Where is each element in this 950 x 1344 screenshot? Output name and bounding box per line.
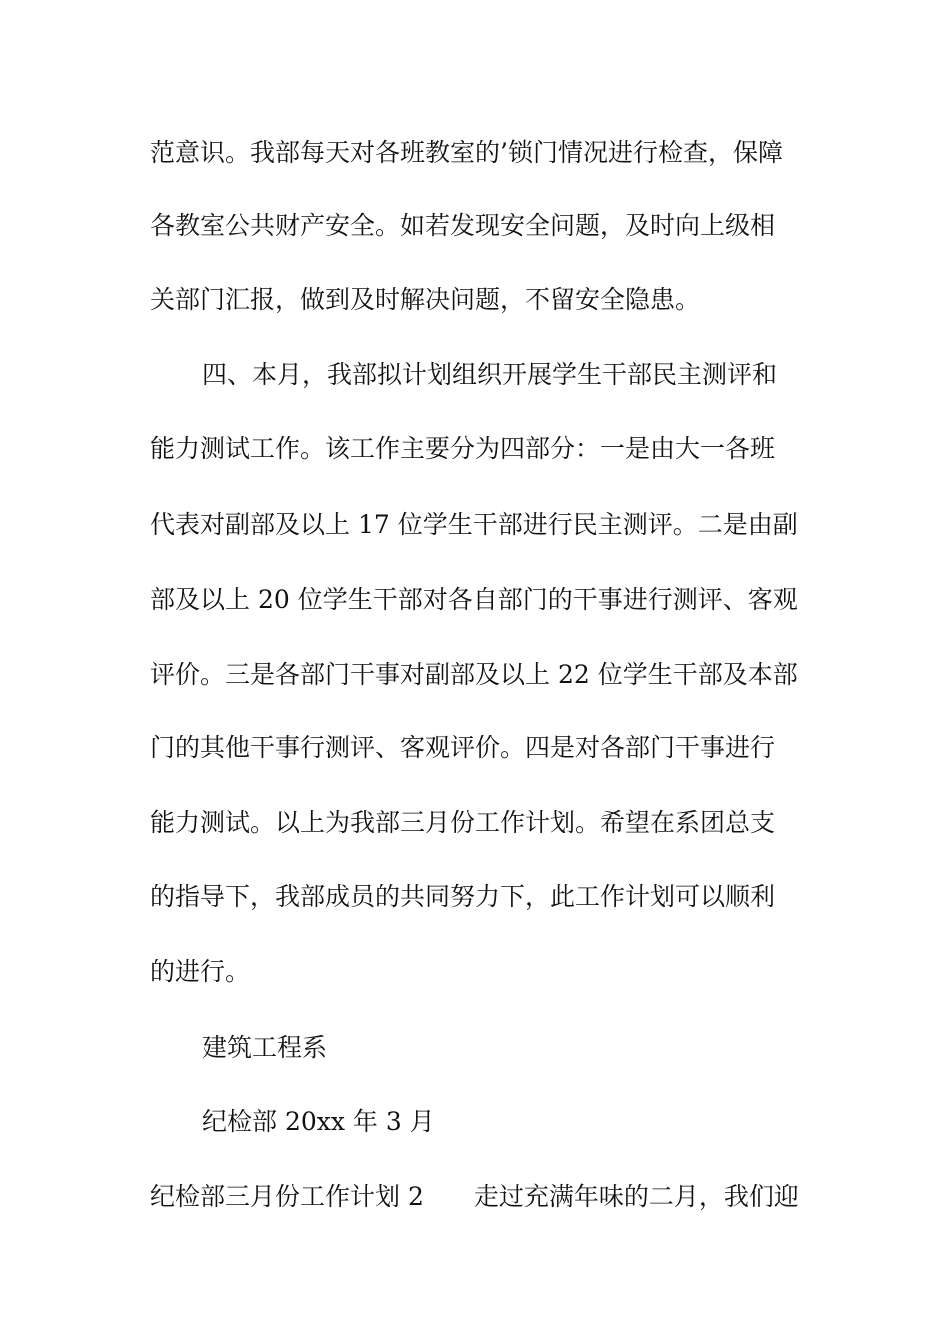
- paragraph-line: 门的其他干事行测评、客观评价。四是对各部门干事进行: [150, 733, 776, 762]
- paragraph-line: 各教室公共财产安全。如若发现安全问题，及时向上级相: [150, 211, 776, 240]
- paragraph-line: 的指导下，我部成员的共同努力下，此工作计划可以顺利: [150, 882, 776, 911]
- next-section-heading: 纪检部三月份工作计划 2 走过充满年味的二月，我们迎: [150, 1182, 799, 1211]
- paragraph-line: 部及以上 20 位学生干部对各自部门的干事进行测评、客观: [150, 585, 798, 614]
- paragraph-line: 代表对副部及以上 17 位学生干部进行民主测评。二是由副: [150, 510, 798, 539]
- paragraph-line: 关部门汇报，做到及时解决问题，不留安全隐患。: [150, 285, 701, 314]
- paragraph-line: 评价。三是各部门干事对副部及以上 22 位学生干部及本部: [150, 660, 798, 689]
- paragraph-line: 能力测试。以上为我部三月份工作计划。希望在系团总支: [150, 808, 776, 837]
- paragraph-line: 范意识。我部每天对各班教室的’锁门情况进行检查，保障: [150, 138, 783, 167]
- paragraph-line: 的进行。: [150, 957, 251, 986]
- paragraph-line: 能力测试工作。该工作主要分为四部分：一是由大一各班: [150, 434, 776, 463]
- signature-date: 纪检部 20xx 年 3 月: [202, 1107, 435, 1136]
- paragraph-line: 四、本月，我部拟计划组织开展学生干部民主测评和: [202, 360, 778, 389]
- department-name: 建筑工程系: [202, 1033, 328, 1062]
